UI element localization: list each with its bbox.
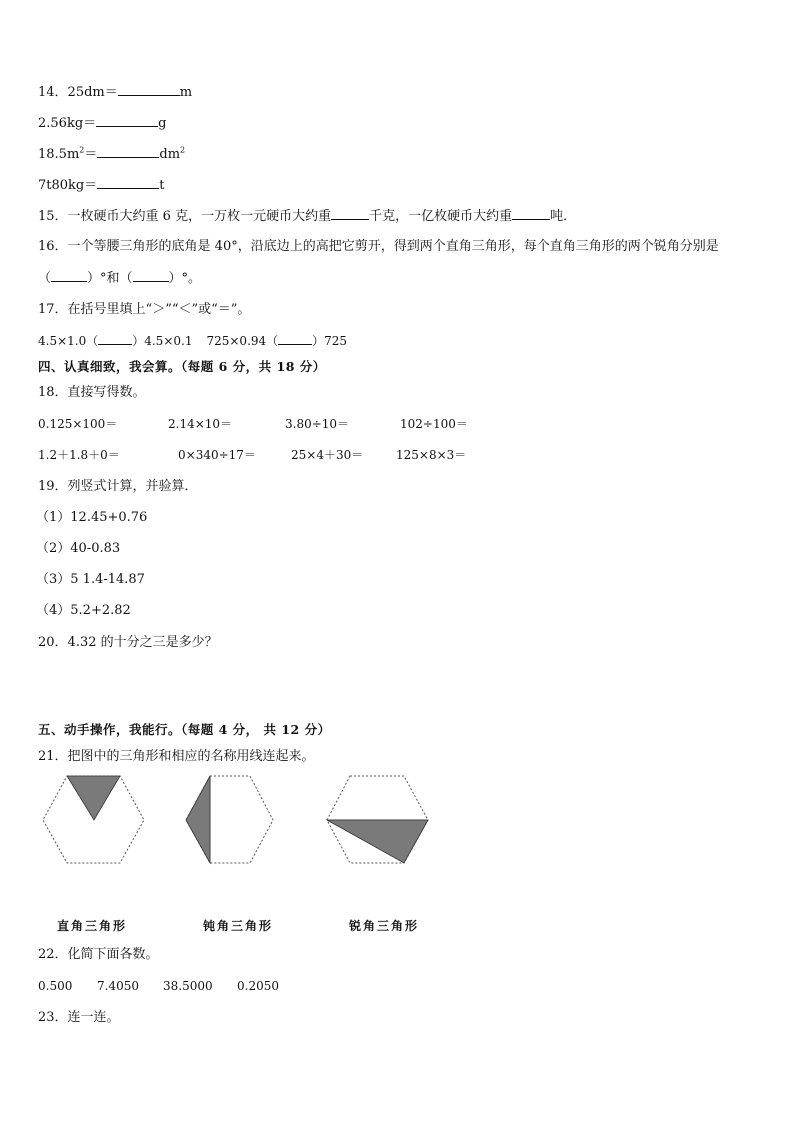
q16-text-b: ）°和（ <box>87 271 133 286</box>
q16-blank-1[interactable] <box>51 269 87 282</box>
q15-text-a: 15．一枚硬币大约重 6 克，一万枚一元硬币大约重 <box>38 209 332 224</box>
q18-r2-c4: 125×8×3＝ <box>396 448 467 462</box>
figure-2-obtuse-triangle[interactable] <box>186 776 273 863</box>
q16-line1: 16．一个等腰三角形的底角是 40°，沿底边上的高把它剪开，得到两个直角三角形，每个直角三角形的两个锐角分别是 <box>38 239 719 254</box>
q21-title: 21．把图中的三角形和相应的名称用线连起来。 <box>38 749 315 764</box>
q16-text-a: （ <box>38 271 52 286</box>
q14-line3 <box>38 145 185 164</box>
q17-title: 17．在括号里填上“＞”“＜”或“＝”。 <box>38 302 251 317</box>
q22-number-3: 38.5000 <box>163 979 213 993</box>
q18-r1-c3: 3.80÷10＝ <box>285 417 350 431</box>
q17-expressions <box>38 332 347 350</box>
q19-item-2: （2）40-0.83 <box>36 541 121 556</box>
q15-blank-2[interactable] <box>512 207 550 220</box>
q14-blank-3[interactable] <box>97 145 159 158</box>
q22-title: 22．化简下面各数。 <box>38 947 159 962</box>
q18-r2-c2: 0×340÷17＝ <box>178 448 256 462</box>
q17-expr2-right: ）725 <box>312 334 348 348</box>
q14-blank-2[interactable] <box>96 114 158 127</box>
q17-blank-1[interactable] <box>98 332 132 345</box>
q14-line3-eq: ＝ <box>84 147 98 162</box>
q17-expr1-right: ）4.5×0.1 <box>132 334 193 348</box>
q14-line4-unit: t <box>159 178 165 193</box>
q15-text-c: 吨． <box>550 209 577 224</box>
q22-number-2: 7.4050 <box>97 979 139 993</box>
q23-title: 23．连一连。 <box>38 1010 120 1025</box>
q14-line2-unit: g <box>158 116 167 131</box>
q22-number-1: 0.500 <box>38 979 73 993</box>
q15-blank-1[interactable] <box>331 207 369 220</box>
caption-right-triangle[interactable]: 直角三角形 <box>57 919 128 933</box>
q14-line3-sup1: 2 <box>79 145 85 155</box>
q14-line3-unit: dm <box>159 147 181 162</box>
q14-line3-text: 18.5m <box>38 147 80 162</box>
figure-1-right-triangle[interactable] <box>43 776 144 863</box>
q17-blank-2[interactable] <box>278 332 312 345</box>
q18-r2-c1: 1.2＋1.8＋0＝ <box>38 448 120 462</box>
q14-line1-unit: m <box>179 85 193 100</box>
figure-3-acute-triangle[interactable] <box>327 776 428 863</box>
q19-item-3: （3）5 1.4-14.87 <box>36 572 145 587</box>
q14-line2 <box>38 114 166 133</box>
q14-line1-text: 14．25dm＝ <box>38 85 118 100</box>
q20: 20．4.32 的十分之三是多少？ <box>38 635 218 650</box>
q16-text-c: ）°。 <box>168 271 202 286</box>
q18-r1-c4: 102÷100＝ <box>400 417 468 431</box>
q14-line2-text: 2.56kg＝ <box>38 116 97 131</box>
q15 <box>38 207 576 226</box>
q17-expr2-left: 725×0.94（ <box>206 334 279 348</box>
q15-text-b: 千克，一亿枚硬币大约重 <box>369 209 513 224</box>
q17-expr1-left: 4.5×1.0（ <box>38 334 99 348</box>
q14-line3-sup2: 2 <box>180 145 186 155</box>
q18-r1-c1: 0.125×100＝ <box>38 417 118 431</box>
q14-line1 <box>38 83 192 102</box>
q18-r1-c2: 2.14×10＝ <box>168 417 233 431</box>
q22-number-4: 0.2050 <box>237 979 279 993</box>
section-4-heading: 四、认真细致，我会算。（每题 6 分，共 18 分） <box>38 359 326 374</box>
caption-acute-triangle[interactable]: 锐角三角形 <box>349 919 420 933</box>
q18-r2-c3: 25×4＋30＝ <box>291 448 364 462</box>
q18-title: 18．直接写得数。 <box>38 385 146 400</box>
q16-blank-2[interactable] <box>133 269 169 282</box>
q19-title: 19．列竖式计算，并验算． <box>38 479 198 494</box>
caption-obtuse-triangle[interactable]: 钝角三角形 <box>203 919 274 933</box>
q21-hexagon-figures <box>40 772 440 867</box>
q19-item-1: （1）12.45+0.76 <box>36 510 148 525</box>
q14-line4 <box>38 176 164 195</box>
q16-line2 <box>38 269 201 288</box>
q19-item-4: （4）5.2+2.82 <box>36 603 131 618</box>
q14-blank-4[interactable] <box>97 176 159 189</box>
section-5-heading: 五、动手操作，我能行。（每题 4 分， 共 12 分） <box>38 722 331 737</box>
q14-line4-text: 7t80kg＝ <box>38 178 98 193</box>
q14-blank-1[interactable] <box>118 83 180 96</box>
